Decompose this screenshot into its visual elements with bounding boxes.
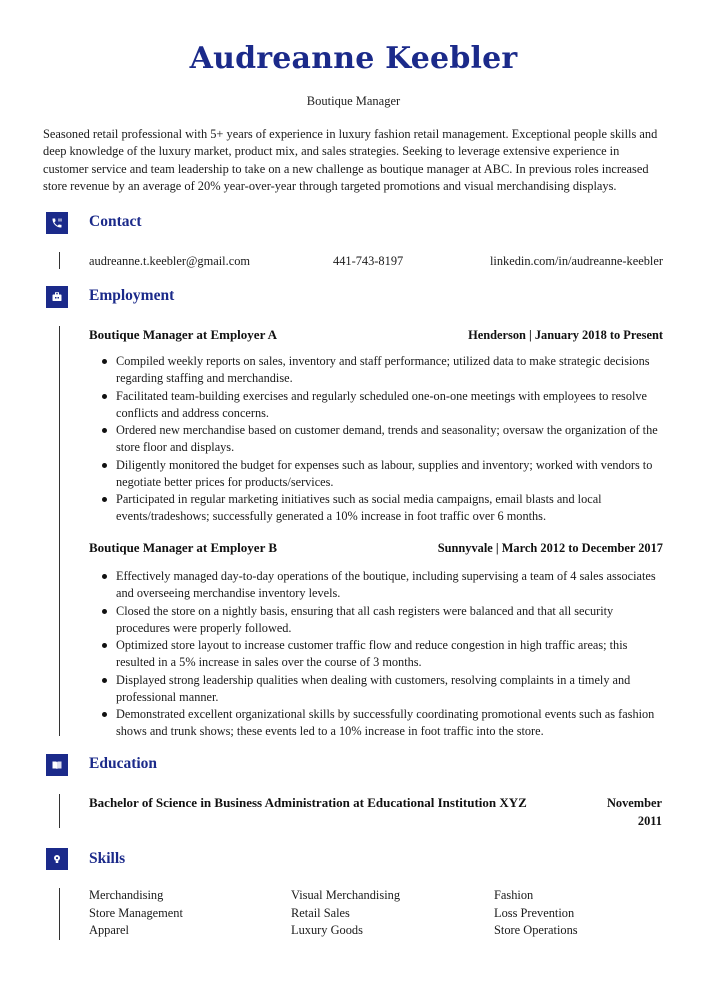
list-item: Participated in regular marketing initiatives such as social media campaigns, email blasts and local events/tradeshows; successfully generated a 10% increase in foot traffic over 6 months. <box>89 491 666 525</box>
skill-item: Store Operations <box>494 923 578 937</box>
contact-linkedin[interactable]: linkedin.com/in/audreanne-keebler <box>489 254 663 268</box>
education-date: November 2011 <box>606 796 662 828</box>
list-item: Compiled weekly reports on sales, inventory and staff performance; utilized data to make strategic decisions regarding staffing and merchandise. <box>89 353 666 387</box>
section-rule <box>59 794 60 828</box>
list-item: Facilitated team-building exercises and regularly scheduled one-on-one meetings with employees to resolve conflicts and address concerns. <box>89 388 666 422</box>
skill-item: Fashion <box>494 888 534 902</box>
job-bullets <box>89 353 666 526</box>
job-bullets <box>89 568 666 741</box>
list-item: Ordered new merchandise based on customer demand, trends and seasonality; oversaw the organization of the store floor and displays. <box>89 422 666 456</box>
employment-heading: Employment <box>89 287 175 304</box>
briefcase-icon <box>46 286 68 308</box>
contact-email[interactable]: audreanne.t.keebler@gmail.com <box>89 254 251 268</box>
list-item: Closed the store on a nightly basis, ensuring that all cash registers were balanced and that all security procedures were properly followed. <box>89 603 666 637</box>
skill-item: Store Management <box>89 905 183 920</box>
list-item: Diligently monitored the budget for expenses such as labour, supplies and inventory; worked with vendors to negotiate better prices for products/services. <box>89 457 666 491</box>
summary-paragraph: Seasoned retail professional with 5+ years of experience in luxury fashion retail management. Exceptional people skills and deep knowledge of the luxury market, product mix, and sales strategies. Seeking to leverage extensive experience in customer service and team leadership to take on a new challenge as boutique manager at ABC. In previous roles increased store revenue by an average of 20% year-over-year through targeted promotions and visual merchandising displays. <box>43 127 658 193</box>
skill-item: Luxury Goods <box>291 923 363 937</box>
list-item: Displayed strong leadership qualities when dealing with customers, resolving complaints in a timely and professional manner. <box>89 672 666 706</box>
phone-icon <box>46 212 68 234</box>
skill-item: Visual Merchandising <box>291 888 401 902</box>
section-rule <box>59 252 60 269</box>
education-heading: Education <box>89 755 158 772</box>
job-title: Boutique Manager at Employer A <box>89 327 278 342</box>
skill-item: Apparel <box>89 923 129 937</box>
contact-phone[interactable]: 441-743-8197 <box>333 254 404 268</box>
list-item: Optimized store layout to increase customer traffic flow and reduce congestion in high traffic areas; this resulted in a 5% increase in sales over the course of 3 months. <box>89 637 666 671</box>
skill-item: Merchandising <box>89 888 164 902</box>
job-location-dates: Sunnyvale | March 2012 to December 2017 <box>437 541 663 555</box>
section-rule <box>59 888 60 940</box>
list-item: Effectively managed day-to-day operations of the boutique, including supervising a team of 4 sales associates and overseeing merchandise inventory levels. <box>89 568 666 602</box>
skill-item: Loss Prevention <box>494 905 575 920</box>
list-item: Demonstrated excellent organizational skills by successfully coordinating promotional events such as fashion shows and trunk shows; these events led to a 10% increase in foot traffic into the store. <box>89 706 666 740</box>
book-icon <box>46 754 68 776</box>
lightbulb-icon <box>46 848 68 870</box>
skill-item: Retail Sales <box>291 905 350 920</box>
candidate-name: Audreanne Keebler <box>189 41 518 76</box>
education-degree: Bachelor of Science in Business Administration at Educational Institution XYZ <box>89 795 527 810</box>
skills-heading: Skills <box>89 850 126 867</box>
job-title: Boutique Manager at Employer B <box>89 540 278 555</box>
candidate-title: Boutique Manager <box>306 94 401 108</box>
contact-heading: Contact <box>89 213 142 230</box>
section-rule <box>59 326 60 736</box>
job-location-dates: Henderson | January 2018 to Present <box>468 328 663 342</box>
